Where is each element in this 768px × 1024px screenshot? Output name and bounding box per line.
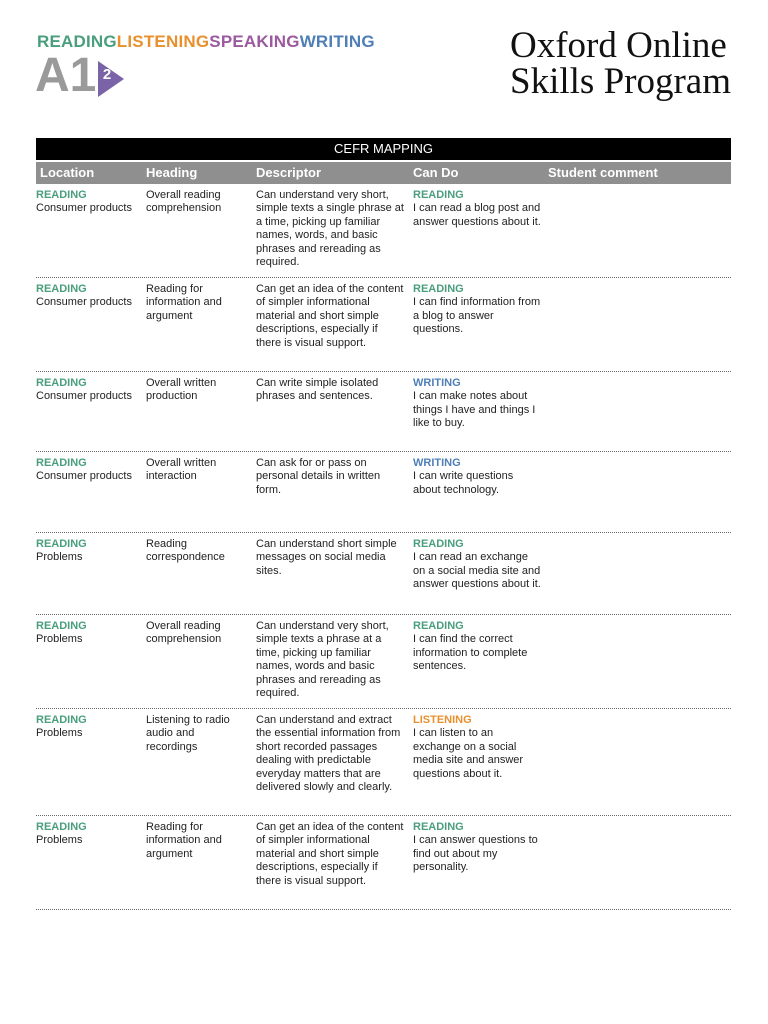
cell-can-do xyxy=(413,620,543,674)
cell-location xyxy=(36,620,141,647)
cefr-mapping-table xyxy=(36,138,731,910)
cell-heading: Reading correspondence xyxy=(146,538,225,564)
location-text: Consumer products xyxy=(36,202,132,215)
can-do-text: I can make notes about things I have and things I like to buy. xyxy=(413,390,536,430)
table-row xyxy=(36,452,731,533)
cell-heading: Reading for information and argument xyxy=(146,821,222,860)
col-header-descriptor: Descriptor xyxy=(256,165,322,180)
cell-location xyxy=(36,283,141,310)
cell-can-do xyxy=(413,714,543,781)
location-skill: READING xyxy=(36,538,87,550)
can-do-text: I can listen to an exchange on a social media site and answer questions about it. xyxy=(413,727,524,780)
cell-can-do xyxy=(413,283,543,337)
cell-can-do xyxy=(413,377,543,431)
cell-location xyxy=(36,377,141,404)
location-text: Consumer products xyxy=(36,470,132,483)
cell-descriptor: Can understand short simple messages on social media sites. xyxy=(256,538,397,577)
location-skill: READING xyxy=(36,714,87,726)
cell-can-do xyxy=(413,538,543,592)
can-do-text: I can read an exchange on a social media site and answer questions about it. xyxy=(413,551,541,591)
location-text: Problems xyxy=(36,633,83,646)
can-do-text: I can find information from a blog to answer questions. xyxy=(413,296,541,336)
can-do-skill: READING xyxy=(413,538,464,550)
location-text: Problems xyxy=(36,551,83,564)
skill-reading: READING xyxy=(37,32,117,51)
cell-location xyxy=(36,457,141,484)
cell-heading: Listening to radio audio and recordings xyxy=(146,714,230,753)
skill-writing: WRITING xyxy=(299,32,375,51)
can-do-skill: READING xyxy=(413,189,464,201)
table-body xyxy=(36,184,731,910)
cell-descriptor: Can get an idea of the content of simpler informational material and short simple descriptions, especially if there is visual support. xyxy=(256,283,404,349)
location-skill: READING xyxy=(36,377,87,389)
cell-heading: Reading for information and argument xyxy=(146,283,222,322)
cell-can-do xyxy=(413,821,543,875)
level-label: A1 xyxy=(35,49,97,102)
can-do-skill: READING xyxy=(413,821,464,833)
location-skill: READING xyxy=(36,283,87,295)
page-header xyxy=(0,0,768,130)
level-badge-number: 2 xyxy=(102,66,112,83)
location-skill: READING xyxy=(36,457,87,469)
cell-descriptor: Can understand and extract the essential information from short recorded passages dealing with predictable everyday matters that are delivered slowly and clearly. xyxy=(256,714,401,794)
skill-speaking: SPEAKING xyxy=(209,32,300,51)
location-skill: READING xyxy=(36,189,87,201)
col-header-student-comment: Student comment xyxy=(548,165,658,180)
can-do-text: I can read a blog post and answer questions about it. xyxy=(413,202,541,228)
can-do-skill: LISTENING xyxy=(413,714,472,726)
cell-descriptor: Can write simple isolated phrases and sentences. xyxy=(256,377,379,403)
cell-location xyxy=(36,189,141,216)
table-row xyxy=(36,372,731,452)
cell-descriptor: Can ask for or pass on personal details in written form. xyxy=(256,457,381,496)
table-row xyxy=(36,184,731,278)
skill-listening: LISTENING xyxy=(116,32,210,51)
table-row xyxy=(36,533,731,615)
location-text: Consumer products xyxy=(36,390,132,403)
location-text: Problems xyxy=(36,834,83,847)
cell-can-do xyxy=(413,457,543,497)
cell-heading: Overall written interaction xyxy=(146,457,217,483)
can-do-skill: WRITING xyxy=(413,377,461,389)
can-do-text: I can find the correct information to complete sentences. xyxy=(413,633,528,673)
location-text: Problems xyxy=(36,727,83,740)
col-header-heading: Heading xyxy=(146,165,198,180)
location-skill: READING xyxy=(36,821,87,833)
col-header-can-do: Can Do xyxy=(413,165,459,180)
cell-descriptor: Can get an idea of the content of simpler informational material and short simple descriptions, especially if there is visual support. xyxy=(256,821,404,887)
table-row xyxy=(36,816,731,910)
cell-location xyxy=(36,538,141,565)
cell-heading: Overall written production xyxy=(146,377,217,403)
program-title-line1: Oxford Online xyxy=(510,25,727,66)
table-row xyxy=(36,615,731,709)
program-title xyxy=(510,25,731,102)
cell-heading: Overall reading comprehension xyxy=(146,620,222,646)
cell-descriptor: Can understand very short, simple texts a phrase at a time, picking up familiar names, words and basic phrases and rereading as required. xyxy=(256,620,389,700)
cell-location xyxy=(36,821,141,848)
col-header-location: Location xyxy=(40,165,95,180)
program-title-line2: Skills Program xyxy=(510,61,731,102)
can-do-skill: READING xyxy=(413,283,464,295)
table-row xyxy=(36,278,731,372)
can-do-text: I can write questions about technology. xyxy=(413,470,514,496)
location-skill: READING xyxy=(36,620,87,632)
can-do-text: I can answer questions to find out about my personality. xyxy=(413,834,538,874)
table-row xyxy=(36,709,731,816)
table-title: CEFR MAPPING xyxy=(36,138,731,160)
location-text: Consumer products xyxy=(36,296,132,309)
column-headers xyxy=(36,162,731,184)
cell-location xyxy=(36,714,141,741)
can-do-skill: READING xyxy=(413,620,464,632)
can-do-skill: WRITING xyxy=(413,457,461,469)
cell-can-do xyxy=(413,189,543,229)
cell-heading: Overall reading comprehension xyxy=(146,189,222,215)
cell-descriptor: Can understand very short, simple texts a single phrase at a time, picking up familiar names, words, and basic phrases and rereading as required. xyxy=(256,189,404,269)
